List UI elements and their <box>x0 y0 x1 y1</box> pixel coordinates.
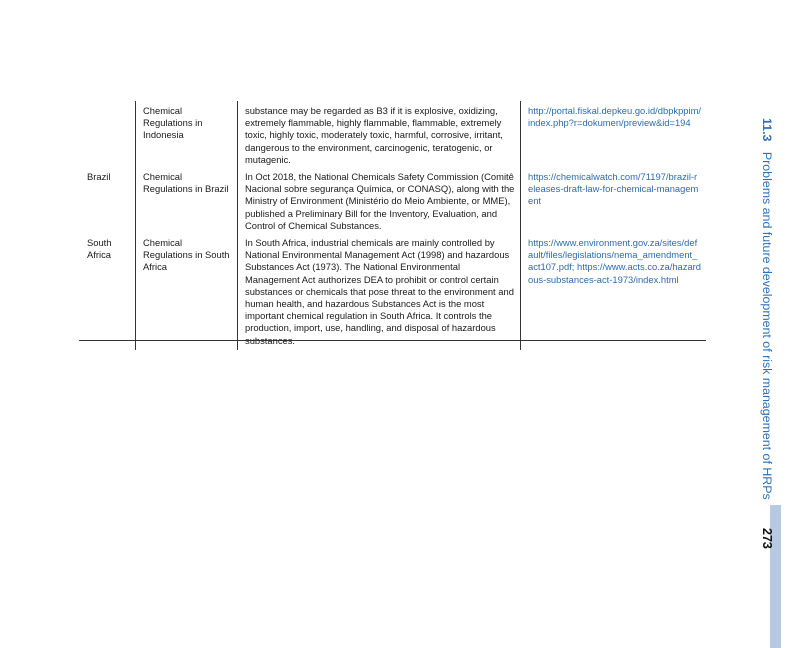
regulation-cell: Chemical Regulations in South Africa <box>135 233 237 350</box>
table-row <box>79 101 706 167</box>
source-link[interactable]: https://chemicalwatch.com/71197/brazil-releases-draft-law-for-chemical-management <box>520 167 706 233</box>
running-head <box>760 118 774 500</box>
country-cell <box>79 101 135 167</box>
country-cell: Brazil <box>87 171 111 183</box>
country-cell: South Africa <box>87 237 112 261</box>
page-number: 273 <box>760 528 774 549</box>
section-number: 11.3 <box>760 118 774 142</box>
source-link[interactable]: http://portal.fiskal.depkeu.go.id/dbpkppim/index.php?r=dokumen/preview&id=194 <box>520 101 706 167</box>
regulation-cell: Chemical Regulations in Indonesia <box>135 101 237 167</box>
source-link[interactable]: https://www.environment.gov.za/sites/default/files/legislations/nema_amendment_act107.pdf; https://www.acts.co.za/hazardous-substances-act-1973/index.html <box>520 233 706 350</box>
section-title: Problems and future development of risk management of HRPs <box>760 151 774 500</box>
description-cell: In Oct 2018, the National Chemicals Safety Commission (Comitê Nacional sobre segurança Química, or CONASQ), along with the Ministry of Environment (Ministério do Meio Ambiente, or MME), published a Preliminary Bill for the Inventory, Evaluation, and Control of Chemical Substances. <box>237 167 520 233</box>
description-cell: In South Africa, industrial chemicals are mainly controlled by National Environmental Management Act (1998) and hazardous Substances Act (1973). The National Environmental Management Act authorizes DEA to prohibit or control certain substances or chemicals that pose threat to the environment and human health, and hazardous Substances Act is the most important chemical regulation in South Africa. It controls the production, import, use, handling, and disposal of hazardous substances. <box>237 233 520 350</box>
regulation-cell: Chemical Regulations in Brazil <box>135 167 237 233</box>
description-cell: substance may be regarded as B3 if it is explosive, oxidizing, extremely flammable, highly flammable, flammable, extremely toxic, highly toxic, moderately toxic, harmful, corrosive, irritant, dangerous to the environment, carcinogenic, teratogenic, or mutagenic. <box>237 101 520 167</box>
table-row <box>79 233 706 350</box>
regulations-table <box>79 101 706 350</box>
table-bottom-rule <box>79 340 706 341</box>
table-row <box>79 167 706 233</box>
